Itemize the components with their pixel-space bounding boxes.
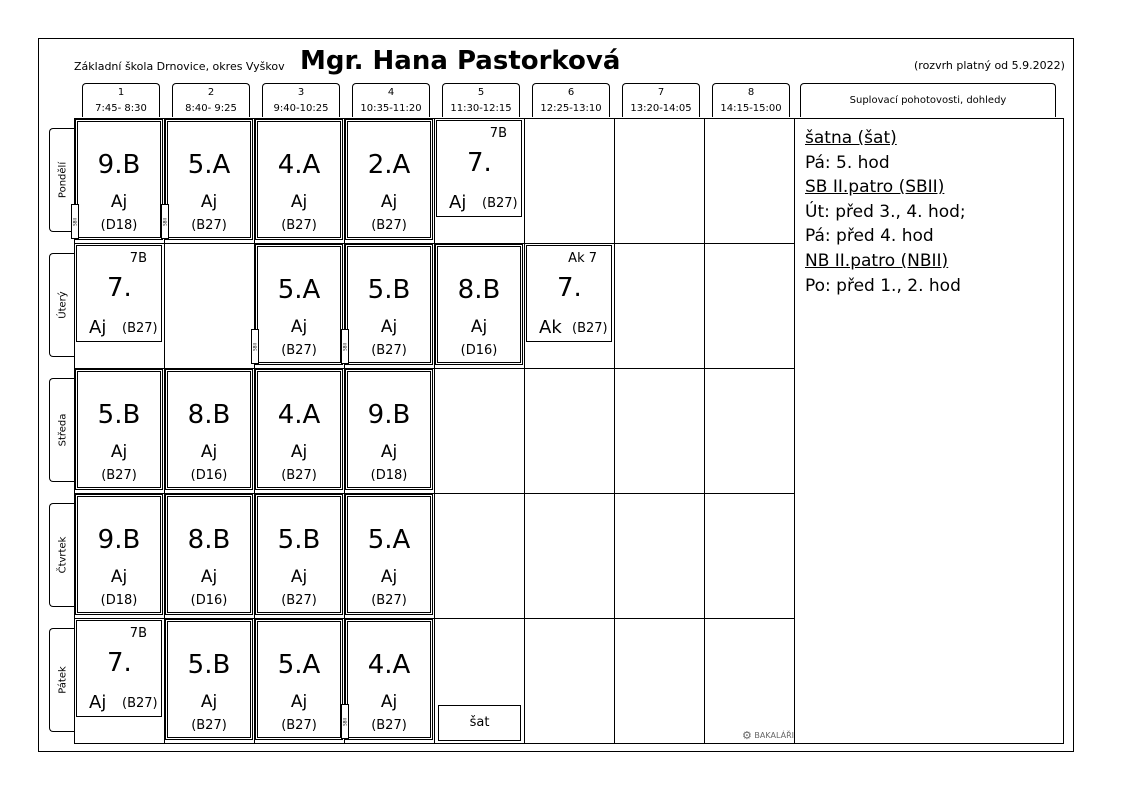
validity-note: (rozvrh platný od 5.9.2022) <box>914 59 1065 72</box>
marker-label: SBII <box>252 342 258 351</box>
group-lesson-cell[interactable] <box>436 120 522 217</box>
subject-label: Ak <box>539 317 562 338</box>
class-label: 5.A <box>277 275 321 305</box>
subject-label: Aj <box>470 317 488 337</box>
room-label: (B27) <box>371 718 407 733</box>
period-time: 13:20-14:05 <box>630 103 692 114</box>
group-lesson-cell[interactable] <box>76 620 162 717</box>
room-label: (B27) <box>281 593 317 608</box>
period-number: 6 <box>567 87 575 98</box>
supervision-marker <box>71 204 79 239</box>
subject-label: Aj <box>200 192 218 212</box>
subject-label: Aj <box>200 567 218 587</box>
duty-time: Pá: před 4. hod <box>805 226 934 247</box>
period-time: 7:45- 8:30 <box>95 103 147 114</box>
day-label: Středa <box>57 413 68 447</box>
duty-time: Pá: 5. hod <box>805 152 890 173</box>
grid-line <box>524 118 525 744</box>
teacher-name: Mgr. Hana Pastorková <box>300 46 621 76</box>
room-label: (D16) <box>190 468 228 483</box>
period-number: 5 <box>477 87 485 98</box>
class-label: 5.B <box>187 650 231 680</box>
class-label: 5.A <box>367 525 411 555</box>
logo-text: BAKALÁŘI <box>754 731 794 740</box>
subject-label: Aj <box>110 442 128 462</box>
subject-label: Aj <box>380 317 398 337</box>
room-label: (D16) <box>190 593 228 608</box>
subject-label: Aj <box>449 192 467 213</box>
day-tab-tuesday <box>49 253 75 357</box>
duty-place: šatna (šat) <box>805 128 897 148</box>
group-lesson-cell[interactable] <box>526 245 612 342</box>
lesson-cell[interactable] <box>255 619 343 740</box>
subject-label: Aj <box>200 692 218 712</box>
group-label: 7B <box>129 251 147 266</box>
period-header-6 <box>532 83 610 117</box>
period-header-7 <box>622 83 700 117</box>
supervision-label: šat <box>469 715 490 730</box>
period-number: 4 <box>387 87 395 98</box>
lesson-cell[interactable] <box>165 369 253 490</box>
day-label: Úterý <box>57 291 68 319</box>
room-label: (B27) <box>122 321 158 336</box>
class-label: 7. <box>107 273 132 303</box>
duty-list <box>805 126 966 298</box>
class-label: 7. <box>557 273 582 303</box>
lesson-cell[interactable] <box>255 369 343 490</box>
lesson-cell[interactable] <box>252 244 343 365</box>
class-label: 4.A <box>277 400 321 430</box>
period-time: 12:25-13:10 <box>540 103 602 114</box>
room-label: (D18) <box>370 468 408 483</box>
gear-icon: ⚙ <box>742 729 752 742</box>
room-label: (D16) <box>460 343 498 358</box>
room-label: (B27) <box>572 321 608 336</box>
period-time: 10:35-11:20 <box>360 103 422 114</box>
supervision-marker <box>341 329 349 364</box>
class-label: 5.B <box>367 275 411 305</box>
subject-label: Aj <box>89 692 107 713</box>
period-number: 7 <box>657 87 665 98</box>
subject-label: Aj <box>290 567 308 587</box>
lesson-cell[interactable] <box>165 619 253 740</box>
room-label: (D18) <box>100 593 138 608</box>
period-time: 9:40-10:25 <box>273 103 329 114</box>
grid-line <box>794 118 795 744</box>
day-label: Čtvrtek <box>57 536 68 574</box>
class-label: 5.B <box>277 525 321 555</box>
room-label: (B27) <box>371 343 407 358</box>
subject-label: Aj <box>290 192 308 212</box>
duty-header-title: Suplovací pohotovosti, dohledy <box>849 95 1007 106</box>
class-label: 4.A <box>367 650 411 680</box>
marker-label: SBII <box>162 217 168 226</box>
marker-label: SBII <box>342 342 348 351</box>
subject-label: Aj <box>290 442 308 462</box>
marker-label: SBII <box>342 717 348 726</box>
room-label: (B27) <box>371 593 407 608</box>
duty-place: SB II.patro (SBII) <box>805 177 945 198</box>
period-number: 2 <box>207 87 215 98</box>
room-label: (B27) <box>281 718 317 733</box>
class-label: 2.A <box>367 150 411 180</box>
lesson-cell[interactable] <box>72 119 163 240</box>
lesson-cell[interactable] <box>75 369 163 490</box>
lesson-cell[interactable] <box>165 494 253 615</box>
duty-time: Út: před 3., 4. hod; <box>805 201 966 222</box>
group-label: 7B <box>129 626 147 641</box>
group-label: 7B <box>489 126 507 141</box>
period-header-3 <box>262 83 340 117</box>
school-name: Základní škola Drnovice, okres Vyškov <box>74 60 285 73</box>
group-label: Ak 7 <box>568 251 597 266</box>
period-time: 11:30-12:15 <box>450 103 512 114</box>
supervision-cell[interactable] <box>438 705 521 741</box>
grid-line <box>704 118 705 744</box>
period-number: 8 <box>747 87 755 98</box>
day-label: Pondělí <box>57 161 68 199</box>
grid-line <box>614 118 615 744</box>
room-label: (D18) <box>100 218 138 233</box>
period-header-4 <box>352 83 430 117</box>
room-label: (B27) <box>281 468 317 483</box>
room-label: (B27) <box>371 218 407 233</box>
period-header-2 <box>172 83 250 117</box>
duty-place: NB II.patro (NBII) <box>805 250 949 271</box>
supervision-marker <box>341 704 349 739</box>
period-number: 1 <box>117 87 125 98</box>
day-label: Pátek <box>57 666 68 694</box>
duty-time: Po: před 1., 2. hod <box>805 275 961 296</box>
day-tab-friday <box>49 628 75 732</box>
room-label: (B27) <box>281 343 317 358</box>
class-label: 5.A <box>187 150 231 180</box>
subject-label: Aj <box>380 567 398 587</box>
lesson-cell[interactable] <box>342 619 433 740</box>
class-label: 9.B <box>97 150 141 180</box>
room-label: (B27) <box>122 696 158 711</box>
lesson-cell[interactable] <box>345 494 433 615</box>
class-label: 7. <box>107 648 132 678</box>
subject-label: Aj <box>380 692 398 712</box>
room-label: (B27) <box>482 196 518 211</box>
lesson-cell[interactable] <box>345 119 433 240</box>
class-label: 5.A <box>277 650 321 680</box>
room-label: (B27) <box>281 218 317 233</box>
subject-label: Aj <box>290 317 308 337</box>
period-time: 8:40- 9:25 <box>185 103 237 114</box>
lesson-cell[interactable] <box>75 494 163 615</box>
class-label: 5.B <box>97 400 141 430</box>
duty-header <box>800 83 1056 117</box>
room-label: (B27) <box>191 218 227 233</box>
supervision-marker <box>251 329 259 364</box>
subject-label: Aj <box>200 442 218 462</box>
class-label: 8.B <box>187 400 231 430</box>
day-tab-thursday <box>49 503 75 607</box>
subject-label: Aj <box>380 192 398 212</box>
period-number: 3 <box>297 87 305 98</box>
class-label: 4.A <box>277 150 321 180</box>
subject-label: Aj <box>110 567 128 587</box>
subject-label: Aj <box>89 317 107 338</box>
lesson-cell[interactable] <box>342 244 433 365</box>
room-label: (B27) <box>101 468 137 483</box>
period-header-1 <box>82 83 160 117</box>
class-label: 9.B <box>367 400 411 430</box>
lesson-cell[interactable] <box>345 369 433 490</box>
room-label: (B27) <box>191 718 227 733</box>
bakalari-logo <box>742 729 794 742</box>
marker-label: SBII <box>72 217 78 226</box>
lesson-cell[interactable] <box>435 244 523 365</box>
lesson-cell[interactable] <box>255 119 343 240</box>
day-tab-wednesday <box>49 378 75 482</box>
lesson-cell[interactable] <box>255 494 343 615</box>
group-lesson-cell[interactable] <box>76 245 162 342</box>
class-label: 8.B <box>457 275 501 305</box>
subject-label: Aj <box>110 192 128 212</box>
period-header-8 <box>712 83 790 117</box>
lesson-cell[interactable] <box>162 119 253 240</box>
period-time: 14:15-15:00 <box>720 103 782 114</box>
subject-label: Aj <box>380 442 398 462</box>
grid-line <box>434 118 435 744</box>
supervision-marker <box>161 204 169 239</box>
class-label: 7. <box>467 148 492 178</box>
subject-label: Aj <box>290 692 308 712</box>
period-header-5 <box>442 83 520 117</box>
class-label: 8.B <box>187 525 231 555</box>
class-label: 9.B <box>97 525 141 555</box>
